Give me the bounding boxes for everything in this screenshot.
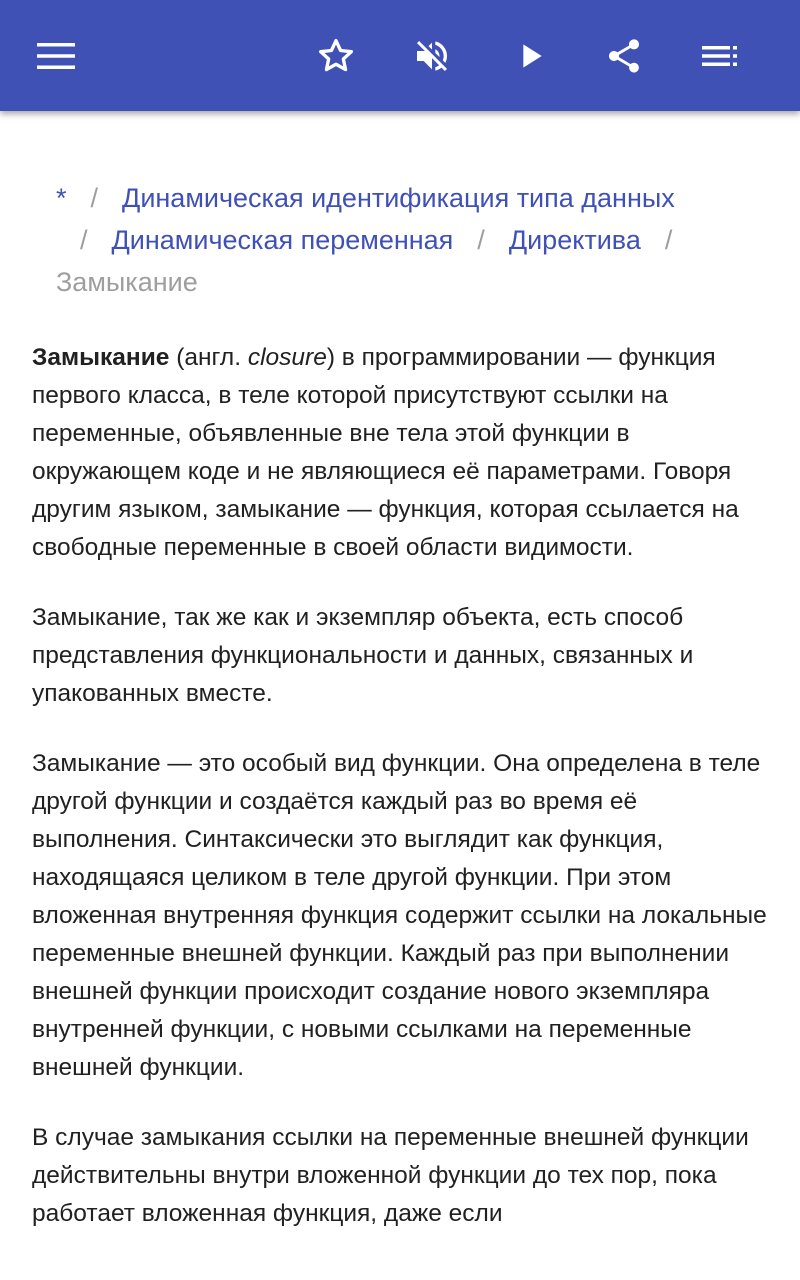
list-icon — [700, 36, 740, 76]
bookmark-button[interactable] — [311, 31, 361, 81]
share-button[interactable] — [599, 31, 649, 81]
article-body — [32, 339, 772, 1265]
play-icon — [510, 36, 550, 76]
article-content — [0, 111, 800, 1280]
breadcrumb-separator: / — [664, 225, 673, 255]
sound-toggle-button[interactable] — [407, 31, 457, 81]
share-icon — [604, 36, 644, 76]
volume-off-icon — [412, 36, 452, 76]
foreign-term: closure — [247, 344, 327, 371]
paragraph: В случае замыкания ссылки на переменные внешней функции действительны внутри вложенной функции до тех пор, пока работает вложенная функция, даже если — [32, 1124, 749, 1227]
menu-icon — [37, 43, 75, 69]
breadcrumb-item-root[interactable]: * — [56, 183, 67, 213]
breadcrumb-separator: / — [90, 183, 99, 213]
paragraph: Замыкание — это особый вид функции. Она определена в теле другой функции и создаётся каждый раз во время её выполнения. Синтаксически это выглядит как функция, находящаяся целиком в теле другой функции. При этом вложенная внутренняя функция содержит ссылки на локальные переменные внешней функции. Каждый раз при выполнении внешней функции происходит создание нового экземпляра внутренней функции, с новыми ссылками на переменные внешней функции. — [32, 750, 767, 1081]
breadcrumb — [56, 177, 756, 303]
breadcrumb-item-dynamic-variable[interactable]: Динамическая переменная — [111, 225, 454, 255]
paragraph: Замыкание, так же как и экземпляр объекта, есть способ представления функциональности и данных, связанных и упакованных вместе. — [32, 604, 694, 707]
play-button[interactable] — [505, 31, 555, 81]
article-term: Замыкание — [32, 344, 170, 371]
breadcrumb-current: Замыкание — [56, 267, 198, 297]
app-bar — [0, 0, 800, 111]
paragraph-text: (англ. — [169, 344, 248, 371]
menu-button[interactable] — [31, 31, 81, 81]
star-outline-icon — [316, 36, 356, 76]
breadcrumb-item-directive[interactable]: Директива — [508, 225, 641, 255]
breadcrumb-separator: / — [477, 225, 485, 255]
contents-button[interactable] — [695, 31, 745, 81]
paragraph-text: ) в программировании — функция первого класса, в теле которой присутствуют ссылки на переменные, объявленные вне тела этой функции в окружающем коде и не являющиеся её параметрами. Говоря другим языком, замыкание — функция, которая ссылается на свободные переменные в своей области видимости. — [32, 344, 739, 561]
breadcrumb-separator: / — [80, 225, 88, 255]
paragraph — [32, 339, 772, 567]
breadcrumb-item-rtti[interactable]: Динамическая идентификация типа данных — [122, 183, 675, 213]
